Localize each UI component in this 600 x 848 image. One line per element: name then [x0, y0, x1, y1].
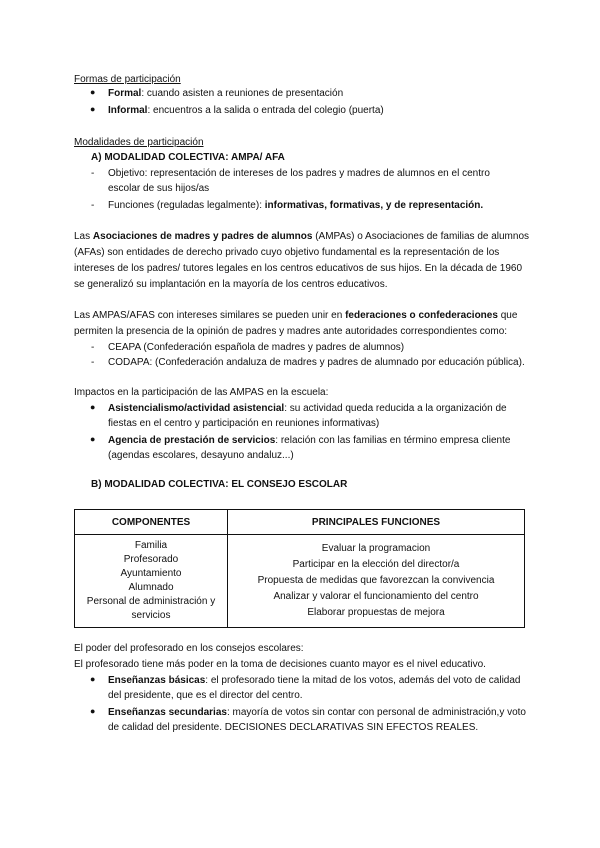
function-item: Analizar y valorar el funcionamiento del centro — [273, 591, 479, 602]
poder-line1: El poder del profesorado en los consejos escolares: — [74, 643, 304, 654]
component-item: Personal de administración y — [86, 596, 216, 607]
component-item: Alumnado — [128, 582, 174, 593]
secundarias-line2: de calidad del presidente. DECISIONES DECLARATIVAS SIN EFECTOS REALES. — [108, 722, 479, 733]
bullet-icon: ● — [90, 87, 96, 97]
formal-item: Formal: cuando asisten a reuniones de presentación — [108, 88, 344, 99]
para1-line3: intereses de los padres/ tutores legales en los centros educativos de sus hijos. En la década de 1960 — [74, 263, 523, 274]
formas-title: Formas de participación — [74, 74, 181, 85]
modalidad-b-heading: B) MODALIDAD COLECTIVA: EL CONSEJO ESCOLAR — [91, 479, 348, 490]
function-item: Elaborar propuestas de mejora — [307, 607, 445, 618]
table-row — [75, 535, 525, 628]
poder-line2: El profesorado tiene más poder en la toma de decisiones cuanto mayor es el nivel educativo. — [74, 659, 486, 670]
modalidades-title: Modalidades de participación — [74, 137, 204, 148]
function-item: Propuesta de medidas que favorezcan la convivencia — [257, 575, 495, 586]
header-componentes: COMPONENTES — [75, 510, 228, 535]
modalidad-a-heading: A) MODALIDAD COLECTIVA: AMPA/ AFA — [91, 152, 285, 163]
table-header-row — [75, 510, 525, 535]
bullet-icon: ● — [90, 402, 96, 412]
funciones-item: Funciones (reguladas legalmente): informativas, formativas, y de representación. — [108, 200, 484, 211]
component-item: Ayuntamiento — [120, 568, 182, 579]
function-item: Participar en la elección del director/a — [292, 559, 460, 570]
impacto-2-line1: Agencia de prestación de servicios: relación con las familias en término empresa cliente — [108, 435, 511, 446]
para2-line2: permiten la presencia de la opinión de padres y madres ante autoridades correspondientes como: — [74, 326, 508, 337]
objetivo-line1: Objetivo: representación de intereses de los padres y madres de alumnos en el centro — [108, 168, 490, 179]
dash-marker: - — [91, 342, 95, 353]
codapa-item: CODAPA: (Confederación andaluza de madres y padres de alumnado por educación pública). — [108, 357, 525, 368]
funciones-cell — [228, 535, 525, 628]
para2-line1: Las AMPAS/AFAS con intereses similares se pueden unir en federaciones o confederaciones que — [74, 310, 518, 321]
bullet-icon: ● — [90, 706, 96, 716]
dash-marker: - — [91, 200, 95, 211]
impacto-1-line1: Asistencialismo/actividad asistencial: su actividad queda reducida a la organización de — [108, 403, 507, 414]
bullet-icon: ● — [90, 434, 96, 444]
component-item: Profesorado — [123, 554, 179, 565]
bullet-icon: ● — [90, 674, 96, 684]
bullet-icon: ● — [90, 104, 96, 114]
para1-line2: (AFAs) son entidades de derecho privado cuyo objetivo fundamental es la representación de los — [74, 247, 500, 258]
para1-line1: Las Asociaciones de madres y padres de alumnos (AMPAs) o Asociaciones de familias de alumnos — [74, 231, 530, 242]
dash-marker: - — [91, 168, 95, 179]
objetivo-line2: escolar de sus hijos/as — [108, 183, 210, 194]
component-item: servicios — [131, 610, 171, 621]
impacto-1-line2: fiestas en el centro y participación en reuniones informativas) — [108, 418, 380, 429]
basicas-line1: Enseñanzas básicas: el profesorado tiene la mitad de los votos, además del voto de calidad — [108, 675, 521, 686]
component-item: Familia — [134, 540, 168, 551]
function-item: Evaluar la programacion — [321, 543, 431, 554]
componentes-cell — [75, 535, 228, 628]
consejo-escolar-table — [74, 509, 525, 628]
ceapa-item: CEAPA (Confederación española de madres y padres de alumnos) — [108, 342, 405, 353]
header-funciones: PRINCIPALES FUNCIONES — [228, 510, 525, 535]
dash-marker: - — [91, 357, 95, 368]
impacto-2-line2: (agendas escolares, desayuno andaluz...) — [108, 450, 294, 461]
informal-item: Informal: encuentros a la salida o entrada del colegio (puerta) — [108, 105, 384, 116]
secundarias-line1: Enseñanzas secundarias: mayoría de votos sin contar con personal de administración,y voto — [108, 707, 526, 718]
basicas-line2: del presidente, que es el director del centro. — [108, 690, 303, 701]
para1-line4: se generalizó su implantación en la mayoría de los centros educativos. — [74, 279, 388, 290]
impactos-title: Impactos en la participación de las AMPAS en la escuela: — [74, 387, 329, 398]
